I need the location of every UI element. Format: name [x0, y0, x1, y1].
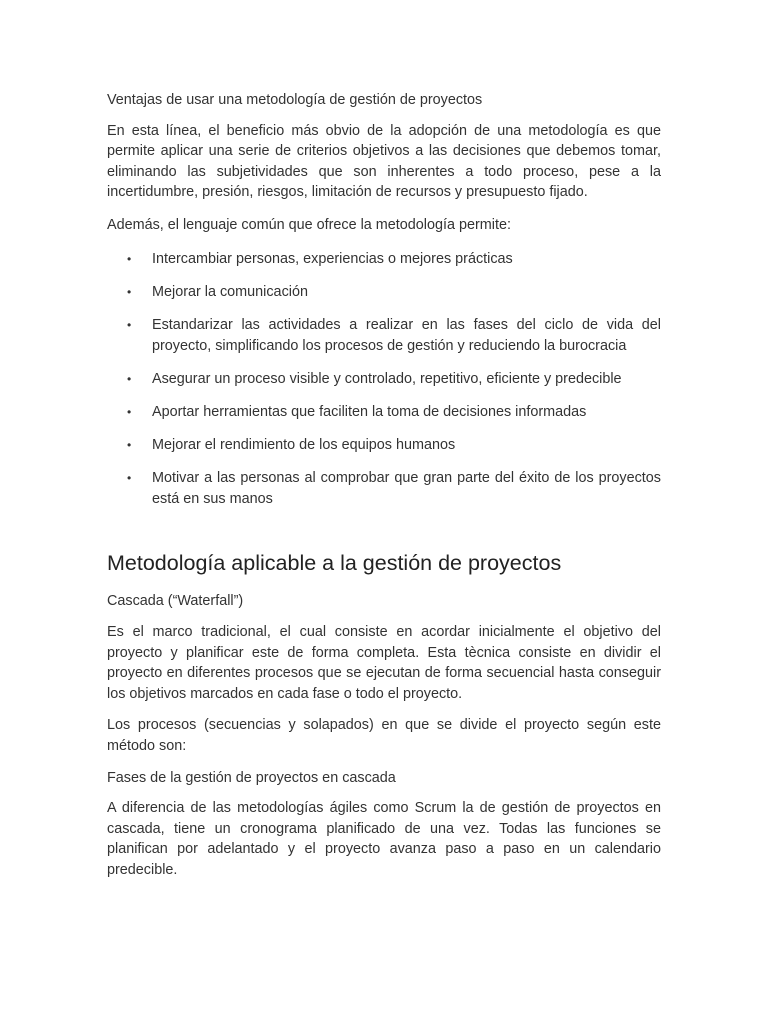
cascada-paragraph-1: Es el marco tradicional, el cual consiste en acordar inicialmente el objetivo del proyecto y planificar este de forma completa. Esta tècnica consiste en dividir el proyecto en diferentes procesos que se ejecutan de forma secuencial hasta conseguir los objetivos marcados en cada fase o todo el proyecto. [107, 624, 661, 702]
list-item-text: Mejorar la comunicación [152, 283, 308, 300]
list-item-text: Estandarizar las actividades a realizar en las fases del ciclo de vida del proyecto, simplificando los procesos de gestión y reduciendo la burocracia [152, 316, 661, 354]
list-lead: Además, el lenguaje común que ofrece la metodología permite: [107, 216, 511, 233]
section-title: Metodología aplicable a la gestión de proyectos [107, 551, 562, 576]
list-item [107, 435, 661, 456]
bullet-icon: • [127, 371, 132, 386]
document-page [107, 90, 661, 892]
benefits-list [107, 249, 661, 510]
subheading-cascada: Cascada (“Waterfall”) [107, 593, 244, 610]
cascada-paragraph-2: Los procesos (secuencias y solapados) en que se divide el proyecto según este método son: [107, 717, 661, 755]
list-item [107, 468, 661, 509]
bullet-icon: • [127, 284, 132, 299]
subheading-fases: Fases de la gestión de proyectos en cascada [107, 769, 396, 786]
list-item-text: Motivar a las personas al comprobar que gran parte del éxito de los proyectos está en sus manos [152, 470, 661, 507]
bullet-icon: • [127, 438, 132, 453]
list-item-text: Intercambiar personas, experiencias o mejores prácticas [152, 250, 513, 267]
bullet-icon: • [127, 251, 132, 266]
list-item [107, 249, 661, 270]
list-item-text: Aportar herramientas que faciliten la toma de decisiones informadas [152, 403, 587, 420]
bullet-icon: • [127, 471, 132, 486]
bullet-icon: • [127, 404, 132, 419]
list-item [107, 315, 661, 356]
list-item [107, 369, 661, 390]
intro-paragraph: En esta línea, el beneficio más obvio de la adopción de una metodología es que permite aplicar una serie de criterios objetivos a las decisiones que debemos tomar, eliminando las subjetividades que son inherentes a todo proceso, pese a la incertidumbre, presión, riesgos, limitación de recursos y presupuesto fijado. [107, 122, 661, 201]
intro-heading: Ventajas de usar una metodología de gestión de proyectos [107, 92, 483, 108]
list-item-text: Asegurar un proceso visible y controlado, repetitivo, eficiente y predecible [152, 370, 622, 387]
bullet-icon: • [127, 317, 132, 332]
list-item-text: Mejorar el rendimiento de los equipos humanos [152, 437, 456, 454]
list-item [107, 282, 661, 303]
fases-paragraph: A diferencia de las metodologías ágiles como Scrum la de gestión de proyectos en cascada, tiene un cronograma planificado de una vez. Todas las funciones se planifican por adelantado y el proyecto avanza paso a paso en un calendario predecible. [107, 800, 661, 878]
list-item [107, 402, 661, 423]
